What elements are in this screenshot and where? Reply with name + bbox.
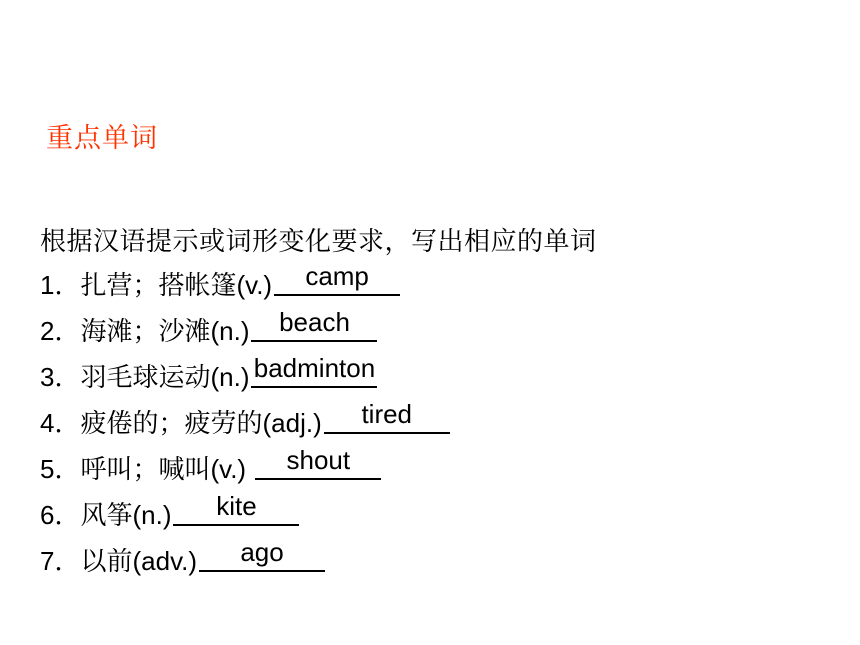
item-prompt: 扎营；搭帐篷: [80, 271, 237, 301]
item-prompt: 海滩；沙滩: [80, 317, 211, 347]
item-prompt: 以前: [80, 547, 133, 577]
item-number: 7．: [40, 546, 81, 576]
answer-blank: [173, 491, 299, 526]
answer-text: ago: [240, 537, 284, 567]
item-prompt: 呼叫；喊叫: [80, 455, 211, 485]
exercise-item-7: [40, 538, 325, 584]
answer-blank: [274, 261, 400, 296]
item-pos: (n.): [132, 500, 172, 530]
item-number: 5．: [40, 454, 81, 484]
answer-text: kite: [216, 491, 257, 521]
answer-blank: [255, 445, 381, 480]
section-title: 重点单词: [46, 123, 158, 154]
item-pos: (v.): [210, 454, 254, 484]
item-pos: (adj.): [262, 408, 322, 438]
item-number: 2．: [40, 316, 81, 346]
item-number: 1．: [40, 270, 81, 300]
item-pos: (v.): [236, 270, 273, 300]
answer-text: camp: [305, 261, 369, 291]
item-prompt: 羽毛球运动: [80, 363, 211, 393]
item-number: 3．: [40, 362, 81, 392]
item-pos: (adv.): [132, 546, 198, 576]
answer-text: badminton: [253, 353, 376, 383]
answer-text: tired: [361, 399, 413, 429]
item-number: 4．: [40, 408, 81, 438]
exercise-item-5: [40, 446, 381, 492]
exercise-item-3: [40, 354, 377, 400]
answer-blank: [324, 399, 450, 434]
exercise-item-2: [40, 308, 377, 354]
item-prompt: 风筝: [80, 501, 133, 531]
answer-text: beach: [279, 307, 350, 337]
answer-blank: [251, 307, 377, 342]
answer-blank: [199, 537, 325, 572]
instruction-text: 根据汉语提示或词形变化要求，写出相应的单词: [40, 227, 597, 257]
answer-text: shout: [286, 445, 351, 475]
item-pos: (n.): [210, 362, 250, 392]
exercise-item-1: [40, 262, 400, 308]
exercise-item-4: [40, 400, 450, 446]
item-number: 6．: [40, 500, 81, 530]
item-prompt: 疲倦的；疲劳的: [80, 409, 263, 439]
exercise-item-6: [40, 492, 299, 538]
answer-blank: [251, 353, 377, 388]
item-pos: (n.): [210, 316, 250, 346]
